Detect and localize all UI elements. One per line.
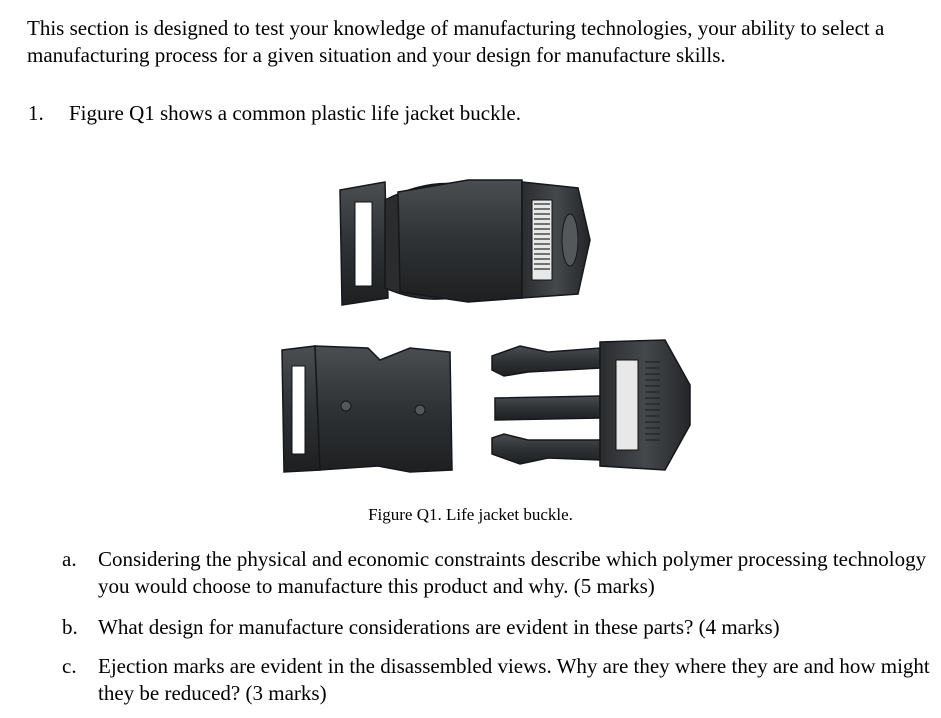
subquestion-b — [62, 614, 938, 641]
intro-paragraph: This section is designed to test your knowledge of manufacturing technologies, your ability to select a manufacturing process for a given situation and your design for manufacture skills. — [27, 16, 885, 67]
buckle-female-part — [492, 340, 690, 470]
figure-caption: Figure Q1. Life jacket buckle. — [368, 505, 573, 524]
subquestion-text: Ejection marks are evident in the disassembled views. Why are they where they are and how might they be reduced? (3 marks) — [98, 654, 930, 705]
question-text: Figure Q1 shows a common plastic life jacket buckle. — [69, 101, 521, 125]
subquestion-a — [62, 546, 938, 600]
question-1 — [28, 100, 521, 127]
subquestion-c — [62, 653, 938, 707]
subquestion-letter: c. — [62, 654, 77, 678]
subquestion-letter: a. — [62, 547, 77, 571]
question-number: 1. — [28, 101, 44, 125]
assembled-buckle — [340, 180, 590, 305]
subquestion-text: Considering the physical and economic constraints describe which polymer processing technology you would choose to manufacture this product and why. (5 marks) — [98, 547, 927, 598]
subquestion-letter: b. — [62, 615, 78, 639]
buckle-male-part — [282, 346, 452, 472]
subquestion-text: What design for manufacture considerations are evident in these parts? (4 marks) — [98, 615, 780, 639]
buckle-figure — [260, 170, 700, 480]
